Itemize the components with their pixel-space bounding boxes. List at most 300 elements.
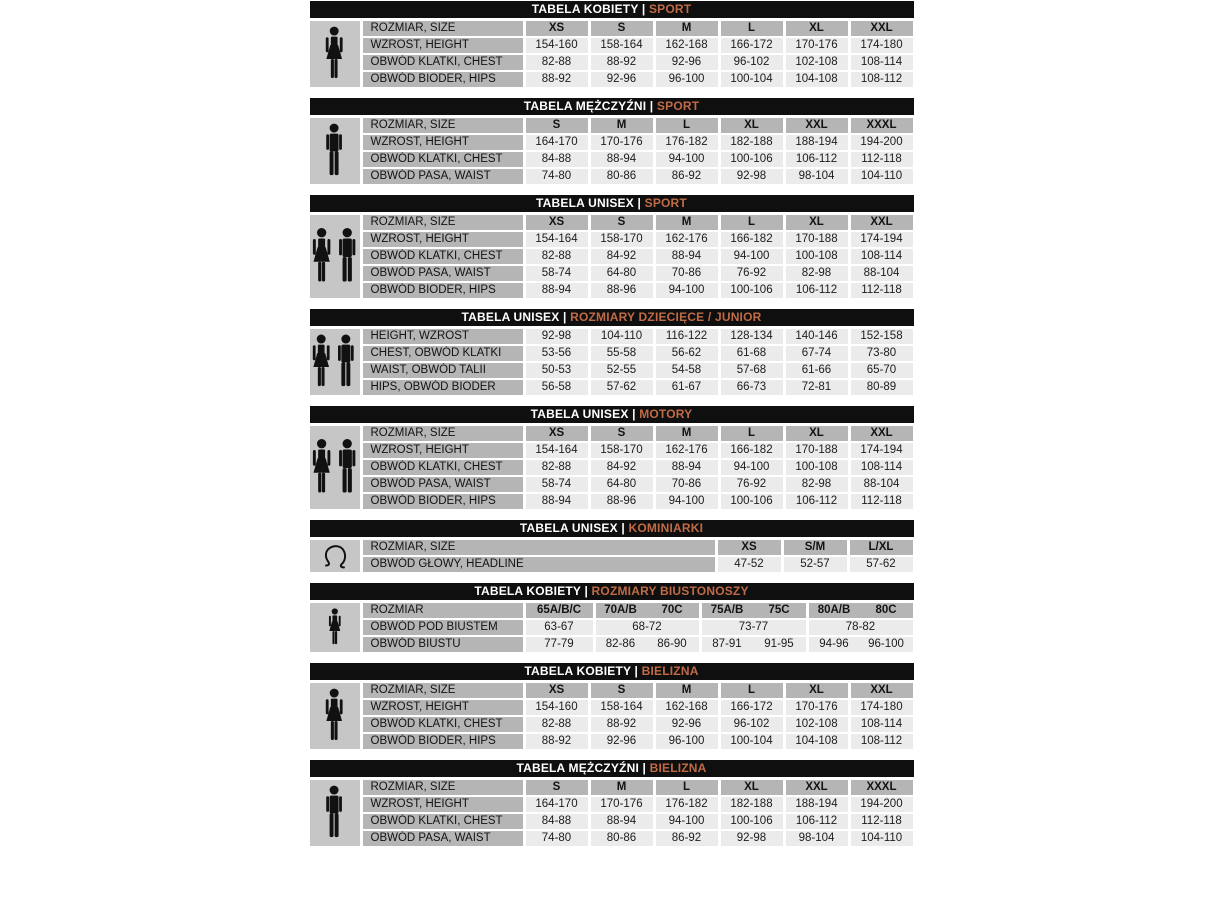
size-header-cell: 75C — [753, 603, 806, 620]
value-cell: 152-158 — [848, 329, 913, 346]
value-cell: 88-104 — [848, 477, 913, 494]
value-cell: 174-194 — [848, 232, 913, 249]
table-title: TABELA UNISEX | — [519, 521, 629, 535]
table-title: TABELA MĘŻCZYŹNI | — [523, 99, 657, 113]
value-cell: 170-176 — [588, 135, 653, 152]
value-cell: 176-182 — [653, 797, 718, 814]
table-row — [363, 169, 913, 184]
size-header-cell: XXL — [848, 683, 913, 700]
table-body — [310, 215, 914, 298]
table-title: TABELA KOBIETY | — [531, 2, 649, 16]
table-title-category: BIELIZNA — [641, 664, 699, 678]
unisex-icon — [310, 426, 360, 509]
size-header-cell: XL — [718, 118, 783, 135]
value-cell: 92-96 — [588, 72, 653, 87]
table-row — [363, 603, 913, 620]
size-header-cell: XL — [783, 426, 848, 443]
value-cell: 100-104 — [718, 734, 783, 749]
table-row — [363, 21, 913, 38]
value-cell: 76-92 — [718, 266, 783, 283]
value-cell: 158-164 — [588, 38, 653, 55]
value-cell: 100-104 — [718, 72, 783, 87]
value-cell: 96-100 — [860, 637, 913, 652]
size-table-unisex-sport — [310, 195, 914, 298]
table-row — [363, 494, 913, 509]
value-cell: 154-164 — [523, 232, 588, 249]
size-header-cell: XXL — [783, 118, 848, 135]
value-cell: 108-114 — [848, 249, 913, 266]
woman-icon — [310, 683, 360, 749]
value-cell: 164-170 — [523, 135, 588, 152]
size-table-unisex-motory — [310, 406, 914, 509]
value-cell: 106-112 — [783, 494, 848, 509]
value-cell: 100-106 — [718, 494, 783, 509]
row-label: WAIST, OBWÓD TALII — [363, 363, 523, 380]
value-cell: 92-98 — [718, 169, 783, 184]
size-header-cell: L — [653, 118, 718, 135]
value-cell: 94-100 — [718, 249, 783, 266]
value-cell: 76-92 — [718, 477, 783, 494]
table-row — [363, 38, 913, 55]
value-cell: 94-100 — [653, 283, 718, 298]
table-title: TABELA MĘŻCZYŹNI | — [516, 761, 650, 775]
value-cell: 84-92 — [588, 460, 653, 477]
value-cell: 170-188 — [783, 443, 848, 460]
table-row — [363, 620, 913, 637]
value-cell: 88-94 — [653, 249, 718, 266]
size-header-cell: XXXL — [848, 780, 913, 797]
value-cell: 104-110 — [588, 329, 653, 346]
table-title: TABELA KOBIETY | — [474, 584, 592, 598]
value-cell: 61-68 — [718, 346, 783, 363]
man-icon — [310, 780, 360, 846]
value-cell: 94-96 — [806, 637, 860, 652]
value-cell: 162-176 — [653, 443, 718, 460]
size-header-cell: L/XL — [847, 540, 913, 557]
value-cell: 92-98 — [523, 329, 588, 346]
table-title-bar — [310, 520, 914, 537]
value-cell: 52-55 — [588, 363, 653, 380]
value-cell: 82-88 — [523, 249, 588, 266]
row-label: HEIGHT, WZROST — [363, 329, 523, 346]
table-row — [363, 118, 913, 135]
value-cell: 94-100 — [653, 814, 718, 831]
table-title-category: SPORT — [644, 196, 687, 210]
value-cell: 94-100 — [653, 494, 718, 509]
value-cell: 166-172 — [718, 700, 783, 717]
size-table-mezczyzni-sport — [310, 98, 914, 184]
value-cell: 82-86 — [593, 637, 646, 652]
value-cell: 82-88 — [523, 55, 588, 72]
size-table-mezczyzni-bielizna — [310, 760, 914, 846]
table-row — [363, 283, 913, 298]
value-cell: 91-95 — [753, 637, 806, 652]
row-label: OBWÓD KLATKI, CHEST — [363, 814, 523, 831]
value-cell: 53-56 — [523, 346, 588, 363]
row-label: OBWÓD KLATKI, CHEST — [363, 152, 523, 169]
table-body — [310, 780, 914, 846]
row-label: ROZMIAR — [363, 603, 523, 620]
value-cell: 158-164 — [588, 700, 653, 717]
value-cell: 182-188 — [718, 135, 783, 152]
value-cell: 86-90 — [646, 637, 699, 652]
row-label: ROZMIAR, SIZE — [363, 780, 523, 797]
man-icon — [310, 118, 360, 184]
table-row — [363, 734, 913, 749]
table-row — [363, 363, 913, 380]
size-header-cell: S — [588, 21, 653, 38]
table-row — [363, 814, 913, 831]
table-body — [310, 21, 914, 87]
row-label: OBWÓD BIODER, HIPS — [363, 734, 523, 749]
unisex-icon — [310, 329, 360, 395]
size-header-cell: S — [588, 215, 653, 232]
table-title-category: BIELIZNA — [649, 761, 707, 775]
value-cell: 87-91 — [699, 637, 753, 652]
value-cell: 92-96 — [588, 734, 653, 749]
balaclava-icon — [310, 540, 360, 572]
value-cell: 176-182 — [653, 135, 718, 152]
size-table-grid — [363, 329, 913, 395]
value-cell: 100-108 — [783, 249, 848, 266]
table-row — [363, 477, 913, 494]
table-body — [310, 426, 914, 509]
value-cell: 86-92 — [653, 169, 718, 184]
value-cell: 74-80 — [523, 831, 588, 846]
size-table-grid — [363, 780, 913, 846]
value-cell: 106-112 — [783, 152, 848, 169]
row-label: ROZMIAR, SIZE — [363, 118, 523, 135]
value-cell: 88-96 — [588, 494, 653, 509]
value-cell: 112-118 — [848, 152, 913, 169]
value-cell: 94-100 — [718, 460, 783, 477]
value-cell: 108-112 — [848, 72, 913, 87]
value-cell: 116-122 — [653, 329, 718, 346]
value-cell: 102-108 — [783, 55, 848, 72]
value-cell: 104-108 — [783, 734, 848, 749]
woman-icon — [310, 21, 360, 87]
value-cell: 170-176 — [783, 38, 848, 55]
value-cell: 88-94 — [588, 814, 653, 831]
table-row — [363, 266, 913, 283]
value-cell: 70-86 — [653, 477, 718, 494]
value-cell: 88-96 — [588, 283, 653, 298]
value-cell: 98-104 — [783, 831, 848, 846]
row-label: OBWÓD KLATKI, CHEST — [363, 55, 523, 72]
table-row — [363, 329, 913, 346]
value-cell: 108-114 — [848, 460, 913, 477]
size-header-cell: XXL — [848, 215, 913, 232]
size-header-cell: XL — [783, 683, 848, 700]
row-label: OBWÓD KLATKI, CHEST — [363, 460, 523, 477]
row-label: OBWÓD BIUSTU — [363, 637, 523, 652]
row-label: OBWÓD BIODER, HIPS — [363, 72, 523, 87]
table-title-bar — [310, 760, 914, 777]
row-label: OBWÓD PASA, WAIST — [363, 831, 523, 846]
table-row — [363, 700, 913, 717]
value-cell: 166-182 — [718, 443, 783, 460]
size-header-cell: M — [653, 683, 718, 700]
row-label: OBWÓD PASA, WAIST — [363, 477, 523, 494]
value-cell: 84-88 — [523, 814, 588, 831]
value-cell: 88-94 — [523, 283, 588, 298]
value-cell: 63-67 — [523, 620, 593, 637]
table-row — [363, 557, 913, 572]
table-row — [363, 380, 913, 395]
value-cell: 70-86 — [653, 266, 718, 283]
value-cell: 92-98 — [718, 831, 783, 846]
value-cell: 106-112 — [783, 283, 848, 298]
value-cell: 57-68 — [718, 363, 783, 380]
table-title-category: ROZMIARY BIUSTONOSZY — [591, 584, 749, 598]
row-label: OBWÓD KLATKI, CHEST — [363, 717, 523, 734]
value-cell: 96-100 — [653, 72, 718, 87]
value-cell: 170-188 — [783, 232, 848, 249]
table-row — [363, 780, 913, 797]
value-cell: 86-92 — [653, 831, 718, 846]
size-header-cell: XXXL — [848, 118, 913, 135]
value-cell: 166-172 — [718, 38, 783, 55]
value-cell: 174-194 — [848, 443, 913, 460]
table-row — [363, 249, 913, 266]
value-cell: 154-164 — [523, 443, 588, 460]
value-cell: 94-100 — [653, 152, 718, 169]
size-header-cell: L — [718, 683, 783, 700]
size-header-cell: S — [523, 780, 588, 797]
table-row — [363, 717, 913, 734]
size-table-grid — [363, 603, 913, 652]
value-cell: 92-96 — [653, 717, 718, 734]
value-cell: 88-94 — [653, 460, 718, 477]
value-cell: 100-106 — [718, 152, 783, 169]
size-header-cell: L — [718, 215, 783, 232]
value-cell: 194-200 — [848, 135, 913, 152]
row-label: OBWÓD GŁOWY, HEADLINE — [363, 557, 715, 572]
size-header-cell: S/M — [781, 540, 847, 557]
table-title-bar — [310, 663, 914, 680]
table-title-bar — [310, 1, 914, 18]
value-cell: 140-146 — [783, 329, 848, 346]
table-row — [363, 55, 913, 72]
value-cell: 80-86 — [588, 169, 653, 184]
size-header-cell: XL — [718, 780, 783, 797]
size-header-cell: M — [653, 215, 718, 232]
size-header-cell: L — [653, 780, 718, 797]
value-cell: 58-74 — [523, 266, 588, 283]
value-cell: 74-80 — [523, 169, 588, 184]
value-cell: 88-92 — [523, 72, 588, 87]
value-cell: 67-74 — [783, 346, 848, 363]
value-cell: 82-98 — [783, 266, 848, 283]
value-cell: 174-180 — [848, 38, 913, 55]
value-cell: 77-79 — [523, 637, 593, 652]
table-title: TABELA UNISEX | — [461, 310, 571, 324]
value-cell: 61-66 — [783, 363, 848, 380]
value-cell: 104-110 — [848, 169, 913, 184]
size-header-cell: M — [588, 780, 653, 797]
size-header-cell: XL — [783, 215, 848, 232]
size-header-cell: S — [523, 118, 588, 135]
value-cell: 104-110 — [848, 831, 913, 846]
size-header-cell: XXL — [848, 426, 913, 443]
row-label: OBWÓD PASA, WAIST — [363, 169, 523, 184]
value-cell: 88-104 — [848, 266, 913, 283]
size-header-cell: 75A/B — [699, 603, 753, 620]
value-cell: 104-108 — [783, 72, 848, 87]
size-header-cell: XS — [523, 426, 588, 443]
value-cell: 61-67 — [653, 380, 718, 395]
value-cell: 162-176 — [653, 232, 718, 249]
value-cell: 164-170 — [523, 797, 588, 814]
value-cell: 78-82 — [806, 620, 913, 637]
value-cell: 154-160 — [523, 38, 588, 55]
size-header-cell: XS — [715, 540, 781, 557]
value-cell: 52-57 — [781, 557, 847, 572]
size-header-cell: L — [718, 426, 783, 443]
value-cell: 112-118 — [848, 283, 913, 298]
row-label: WZROST, HEIGHT — [363, 232, 523, 249]
value-cell: 100-108 — [783, 460, 848, 477]
value-cell: 96-102 — [718, 55, 783, 72]
size-header-cell: M — [588, 118, 653, 135]
table-row — [363, 540, 913, 557]
size-table-kobiety-biustonosze — [310, 583, 914, 652]
value-cell: 68-72 — [593, 620, 699, 637]
row-label: ROZMIAR, SIZE — [363, 215, 523, 232]
size-table-kobiety-sport — [310, 1, 914, 87]
value-cell: 174-180 — [848, 700, 913, 717]
value-cell: 82-88 — [523, 717, 588, 734]
value-cell: 170-176 — [783, 700, 848, 717]
row-label: ROZMIAR, SIZE — [363, 21, 523, 38]
woman-icon — [310, 603, 360, 652]
table-row — [363, 443, 913, 460]
size-header-cell: 70A/B — [593, 603, 646, 620]
table-row — [363, 72, 913, 87]
table-row — [363, 232, 913, 249]
size-header-cell: XS — [523, 683, 588, 700]
value-cell: 98-104 — [783, 169, 848, 184]
value-cell: 72-81 — [783, 380, 848, 395]
value-cell: 188-194 — [783, 797, 848, 814]
value-cell: 162-168 — [653, 38, 718, 55]
value-cell: 80-89 — [848, 380, 913, 395]
tables-root — [310, 0, 914, 846]
row-label: OBWÓD BIODER, HIPS — [363, 283, 523, 298]
size-table-unisex-kominiarki — [310, 520, 914, 572]
value-cell: 82-88 — [523, 460, 588, 477]
value-cell: 96-102 — [718, 717, 783, 734]
table-row — [363, 426, 913, 443]
size-header-cell: M — [653, 426, 718, 443]
value-cell: 84-92 — [588, 249, 653, 266]
value-cell: 108-114 — [848, 717, 913, 734]
row-label: CHEST, OBWÓD KLATKI — [363, 346, 523, 363]
value-cell: 56-58 — [523, 380, 588, 395]
size-header-cell: S — [588, 426, 653, 443]
size-header-cell: L — [718, 21, 783, 38]
table-row — [363, 460, 913, 477]
value-cell: 108-114 — [848, 55, 913, 72]
value-cell: 66-73 — [718, 380, 783, 395]
value-cell: 194-200 — [848, 797, 913, 814]
value-cell: 82-98 — [783, 477, 848, 494]
table-title-category: KOMINIARKI — [628, 521, 704, 535]
size-header-cell: 80A/B — [806, 603, 860, 620]
size-table-grid — [363, 215, 913, 298]
table-row — [363, 831, 913, 846]
row-label: WZROST, HEIGHT — [363, 797, 523, 814]
value-cell: 112-118 — [848, 494, 913, 509]
table-row — [363, 637, 913, 652]
size-header-cell: 70C — [646, 603, 699, 620]
value-cell: 88-92 — [523, 734, 588, 749]
value-cell: 64-80 — [588, 266, 653, 283]
row-label: OBWÓD BIODER, HIPS — [363, 494, 523, 509]
value-cell: 162-168 — [653, 700, 718, 717]
value-cell: 84-88 — [523, 152, 588, 169]
value-cell: 112-118 — [848, 814, 913, 831]
value-cell: 96-100 — [653, 734, 718, 749]
size-table-grid — [363, 426, 913, 509]
size-header-cell: M — [653, 21, 718, 38]
table-title-category: MOTORY — [639, 407, 693, 421]
row-label: WZROST, HEIGHT — [363, 135, 523, 152]
row-label: ROZMIAR, SIZE — [363, 426, 523, 443]
value-cell: 56-62 — [653, 346, 718, 363]
value-cell: 54-58 — [653, 363, 718, 380]
value-cell: 100-106 — [718, 814, 783, 831]
table-title-bar — [310, 195, 914, 212]
value-cell: 88-92 — [588, 55, 653, 72]
value-cell: 88-94 — [523, 494, 588, 509]
size-header-cell: 65A/B/C — [523, 603, 593, 620]
value-cell: 50-53 — [523, 363, 588, 380]
table-body — [310, 329, 914, 395]
value-cell: 158-170 — [588, 443, 653, 460]
value-cell: 166-182 — [718, 232, 783, 249]
table-body — [310, 683, 914, 749]
table-title-category: SPORT — [656, 99, 700, 113]
value-cell: 57-62 — [588, 380, 653, 395]
table-title-bar — [310, 406, 914, 423]
table-title-bar — [310, 583, 914, 600]
table-row — [363, 152, 913, 169]
size-header-cell: XL — [783, 21, 848, 38]
row-label: OBWÓD POD BIUSTEM — [363, 620, 523, 637]
value-cell: 102-108 — [783, 717, 848, 734]
row-label: OBWÓD KLATKI, CHEST — [363, 249, 523, 266]
table-title-bar — [310, 98, 914, 115]
table-title: TABELA UNISEX | — [530, 407, 640, 421]
value-cell: 88-94 — [588, 152, 653, 169]
row-label: ROZMIAR, SIZE — [363, 540, 715, 557]
size-table-kobiety-bielizna — [310, 663, 914, 749]
row-label: HIPS, OBWÓD BIODER — [363, 380, 523, 395]
size-header-cell: XXL — [848, 21, 913, 38]
value-cell: 73-80 — [848, 346, 913, 363]
table-title-category: ROZMIARY DZIECIĘCE / JUNIOR — [570, 310, 762, 324]
value-cell: 47-52 — [715, 557, 781, 572]
table-body — [310, 540, 914, 572]
value-cell: 106-112 — [783, 814, 848, 831]
value-cell: 80-86 — [588, 831, 653, 846]
table-title-category: SPORT — [648, 2, 692, 16]
value-cell: 73-77 — [699, 620, 806, 637]
table-row — [363, 797, 913, 814]
size-header-cell: S — [588, 683, 653, 700]
table-row — [363, 215, 913, 232]
